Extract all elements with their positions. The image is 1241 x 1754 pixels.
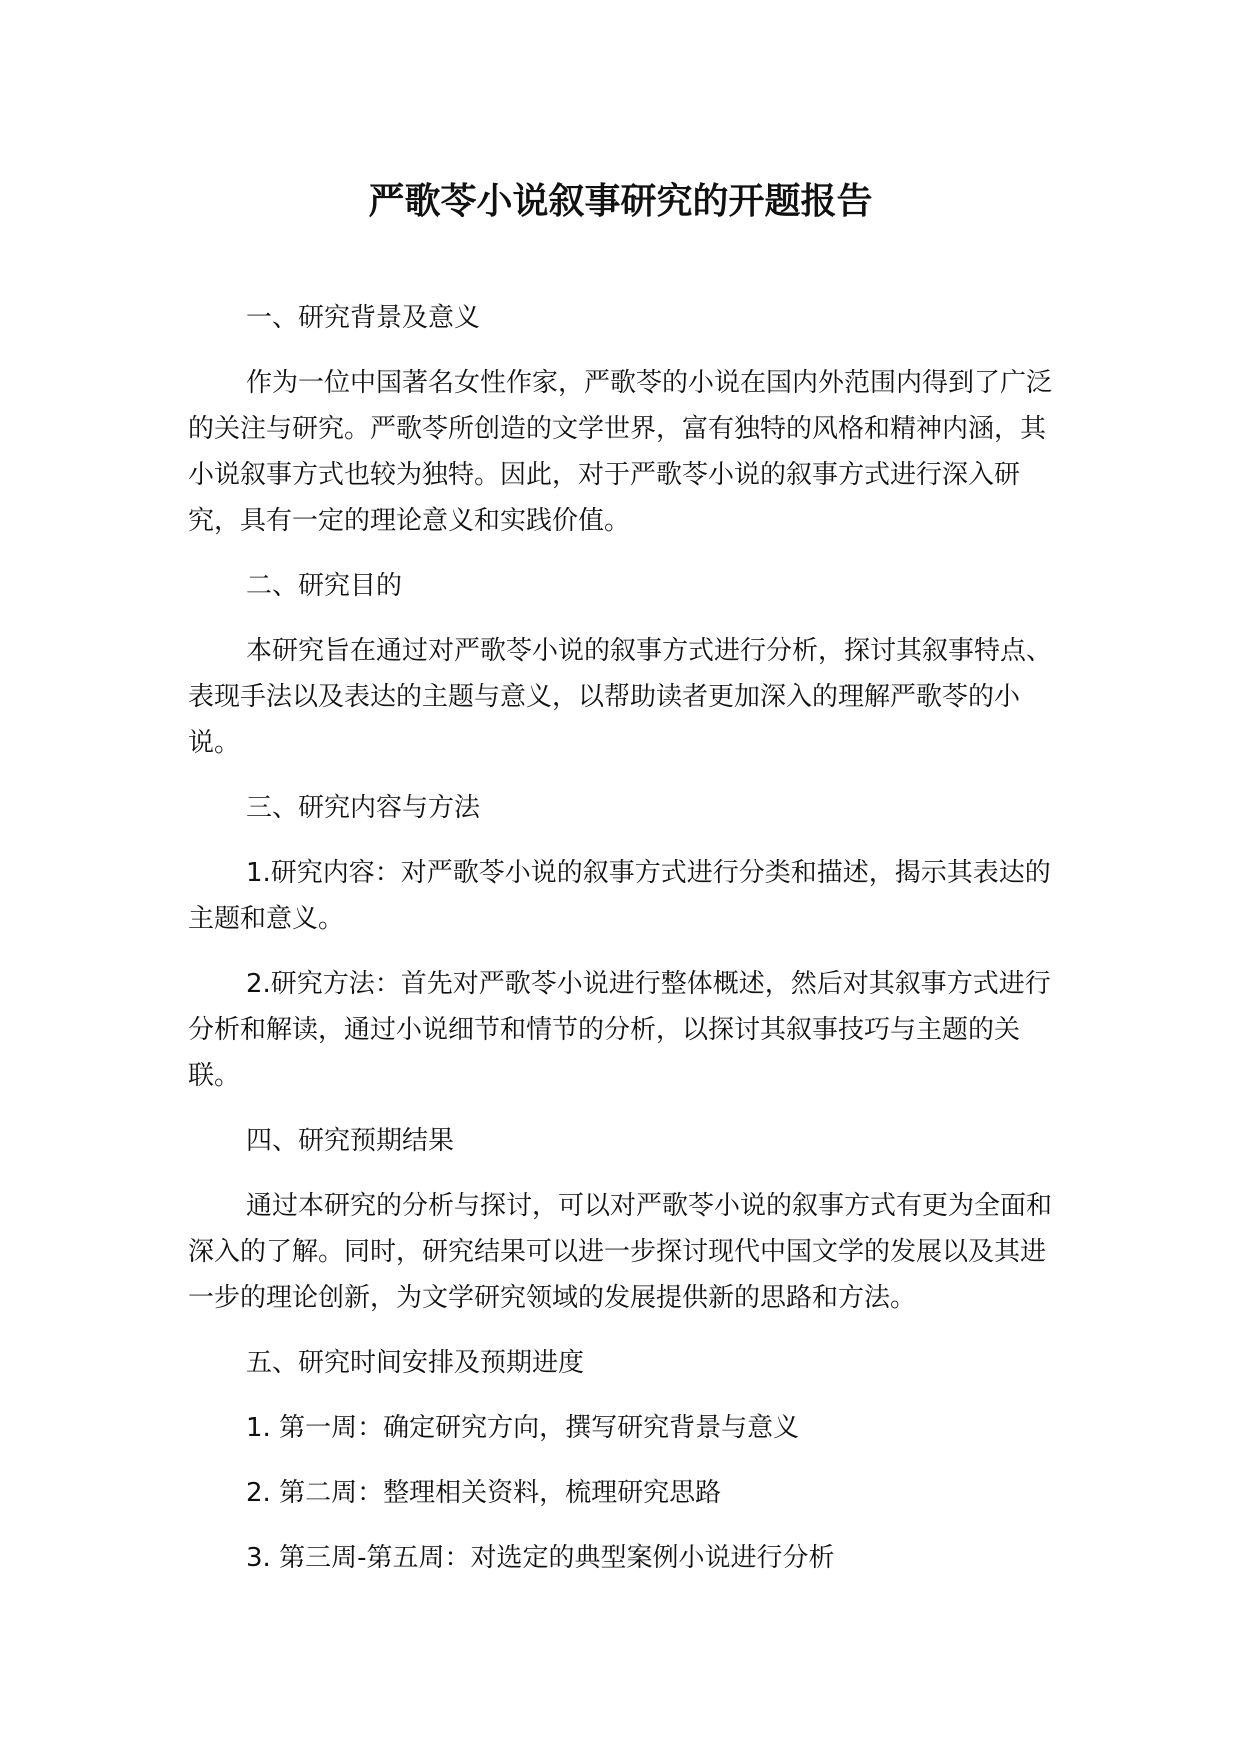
section-heading-background: 一、研究背景及意义 bbox=[246, 303, 481, 333]
document-body bbox=[188, 295, 1068, 1600]
paragraph-background: 作为一位中国著名女性作家，严歌苓的小说在国内外范围内得到了广泛的关注与研究。严歌苓所创造的文学世界，富有独特的风格和精神内涵，其小说叙事方式也较为独特。因此，对于严歌苓小说的叙事方式进行深入研究，具有一定的理论意义和实践价值。 bbox=[188, 368, 1053, 536]
section-heading-expected-results: 四、研究预期结果 bbox=[246, 1126, 455, 1156]
paragraph-expected-results: 通过本研究的分析与探讨，可以对严歌苓小说的叙事方式有更为全面和深入的了解。同时，研究结果可以进一步探讨现代中国文学的发展以及其进一步的理论创新，为文学研究领域的发展提供新的思路和方法。 bbox=[188, 1191, 1053, 1313]
schedule-item-week1: 1. 第一周：确定研究方向，撰写研究背景与意义 bbox=[246, 1413, 800, 1443]
paragraph-research-method: 2.研究方法：首先对严歌苓小说进行整体概述，然后对其叙事方式进行分析和解读，通过小说细节和情节的分析，以探讨其叙事技巧与主题的关联。 bbox=[188, 969, 1051, 1091]
schedule-item-week2: 2. 第二周：整理相关资料，梳理研究思路 bbox=[246, 1478, 722, 1508]
paragraph-research-content: 1.研究内容：对严歌苓小说的叙事方式进行分类和描述，揭示其表达的主题和意义。 bbox=[188, 858, 1051, 934]
section-heading-purpose: 二、研究目的 bbox=[246, 571, 403, 601]
paragraph-purpose: 本研究旨在通过对严歌苓小说的叙事方式进行分析，探讨其叙事特点、表现手法以及表达的主题与意义，以帮助读者更加深入的理解严歌苓的小说。 bbox=[188, 636, 1053, 758]
section-heading-schedule: 五、研究时间安排及预期进度 bbox=[246, 1348, 585, 1378]
schedule-item-week3-5: 3. 第三周-第五周：对选定的典型案例小说进行分析 bbox=[246, 1543, 835, 1573]
page-title: 严歌苓小说叙事研究的开题报告 bbox=[368, 181, 873, 222]
section-heading-content-method: 三、研究内容与方法 bbox=[246, 793, 481, 823]
